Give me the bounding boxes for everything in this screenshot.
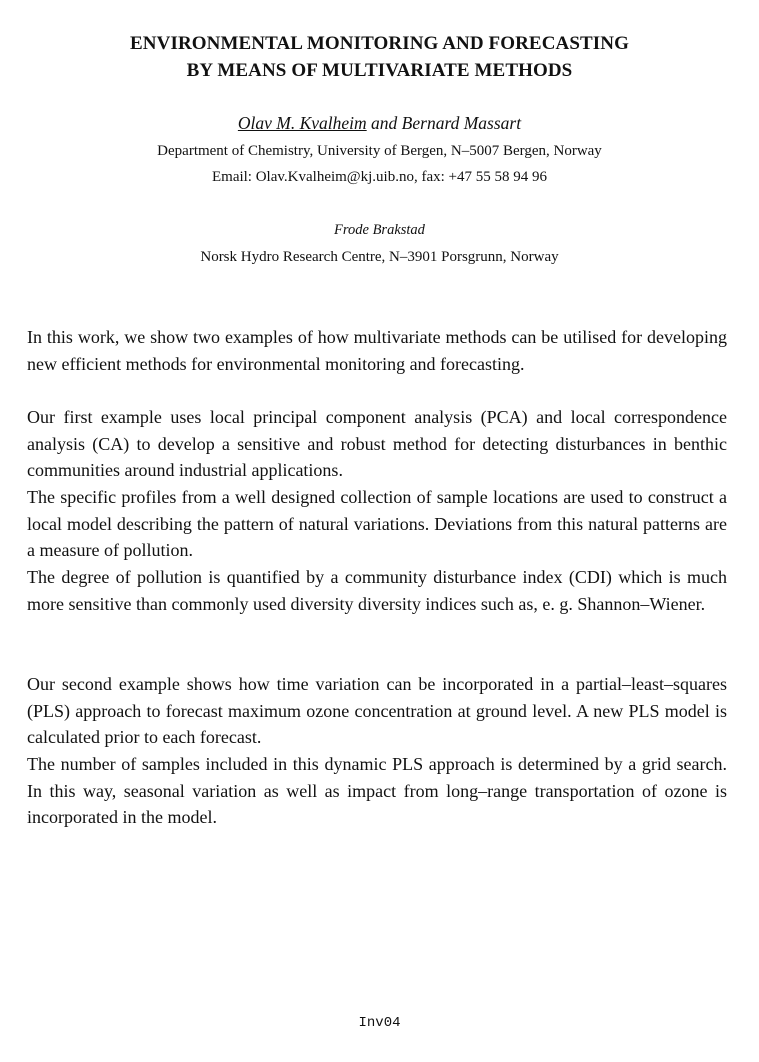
author-line	[0, 113, 759, 134]
paper-title	[0, 30, 759, 84]
author-name-1: Olav M. Kvalheim	[237, 113, 367, 133]
page-identifier: Inv04	[358, 1015, 401, 1031]
contact-info: Email: Olav.Kvalheim@kj.uib.no, fax: +47 55 58 94 96	[211, 169, 547, 185]
paper-title-line-2: BY MEANS OF MULTIVARIATE METHODS	[186, 60, 573, 81]
paragraph-first-example: Our first example uses local principal component analysis (PCA) and local correspondence analysis (CA) to develop a sensitive and robust method for detecting disturbances in benthic communities around industrial applications.	[27, 407, 727, 481]
paragraph-intro: In this work, we show two examples of how multivariate methods can be utilised for developing new efficient methods for environmental monitoring and forecasting.	[27, 327, 727, 374]
author-name-3: Frode Brakstad	[334, 222, 425, 238]
paragraph-grid-search: The number of samples included in this dynamic PLS approach is determined by a grid search. In this way, seasonal variation as well as impact from long–range transportation of ozone is incorporated in the model.	[27, 754, 727, 828]
paragraph-second-example: Our second example shows how time variation can be incorporated in a partial–least–squares (PLS) approach to forecast maximum ozone concentration at ground level. A new PLS model is calculated prior to each forecast.	[27, 674, 727, 748]
author-connector: and	[366, 113, 402, 133]
paragraph-pollution-index: The degree of pollution is quantified by a community disturbance index (CDI) which is much more sensitive than commonly used diversity diversity indices such as, e. g. Shannon–Wiener.	[27, 567, 727, 614]
affiliation-2: Norsk Hydro Research Centre, N–3901 Porsgrunn, Norway	[200, 249, 559, 265]
paragraph-profiles: The specific profiles from a well designed collection of sample locations are used to construct a local model describing the pattern of natural variations. Deviations from this natural patterns are a measure of pollution.	[27, 487, 727, 561]
affiliation-1: Department of Chemistry, University of Bergen, N–5007 Bergen, Norway	[157, 143, 602, 159]
author-name-2: Bernard Massart	[401, 113, 522, 133]
paper-title-line-1: ENVIRONMENTAL MONITORING AND FORECASTING	[130, 33, 629, 54]
